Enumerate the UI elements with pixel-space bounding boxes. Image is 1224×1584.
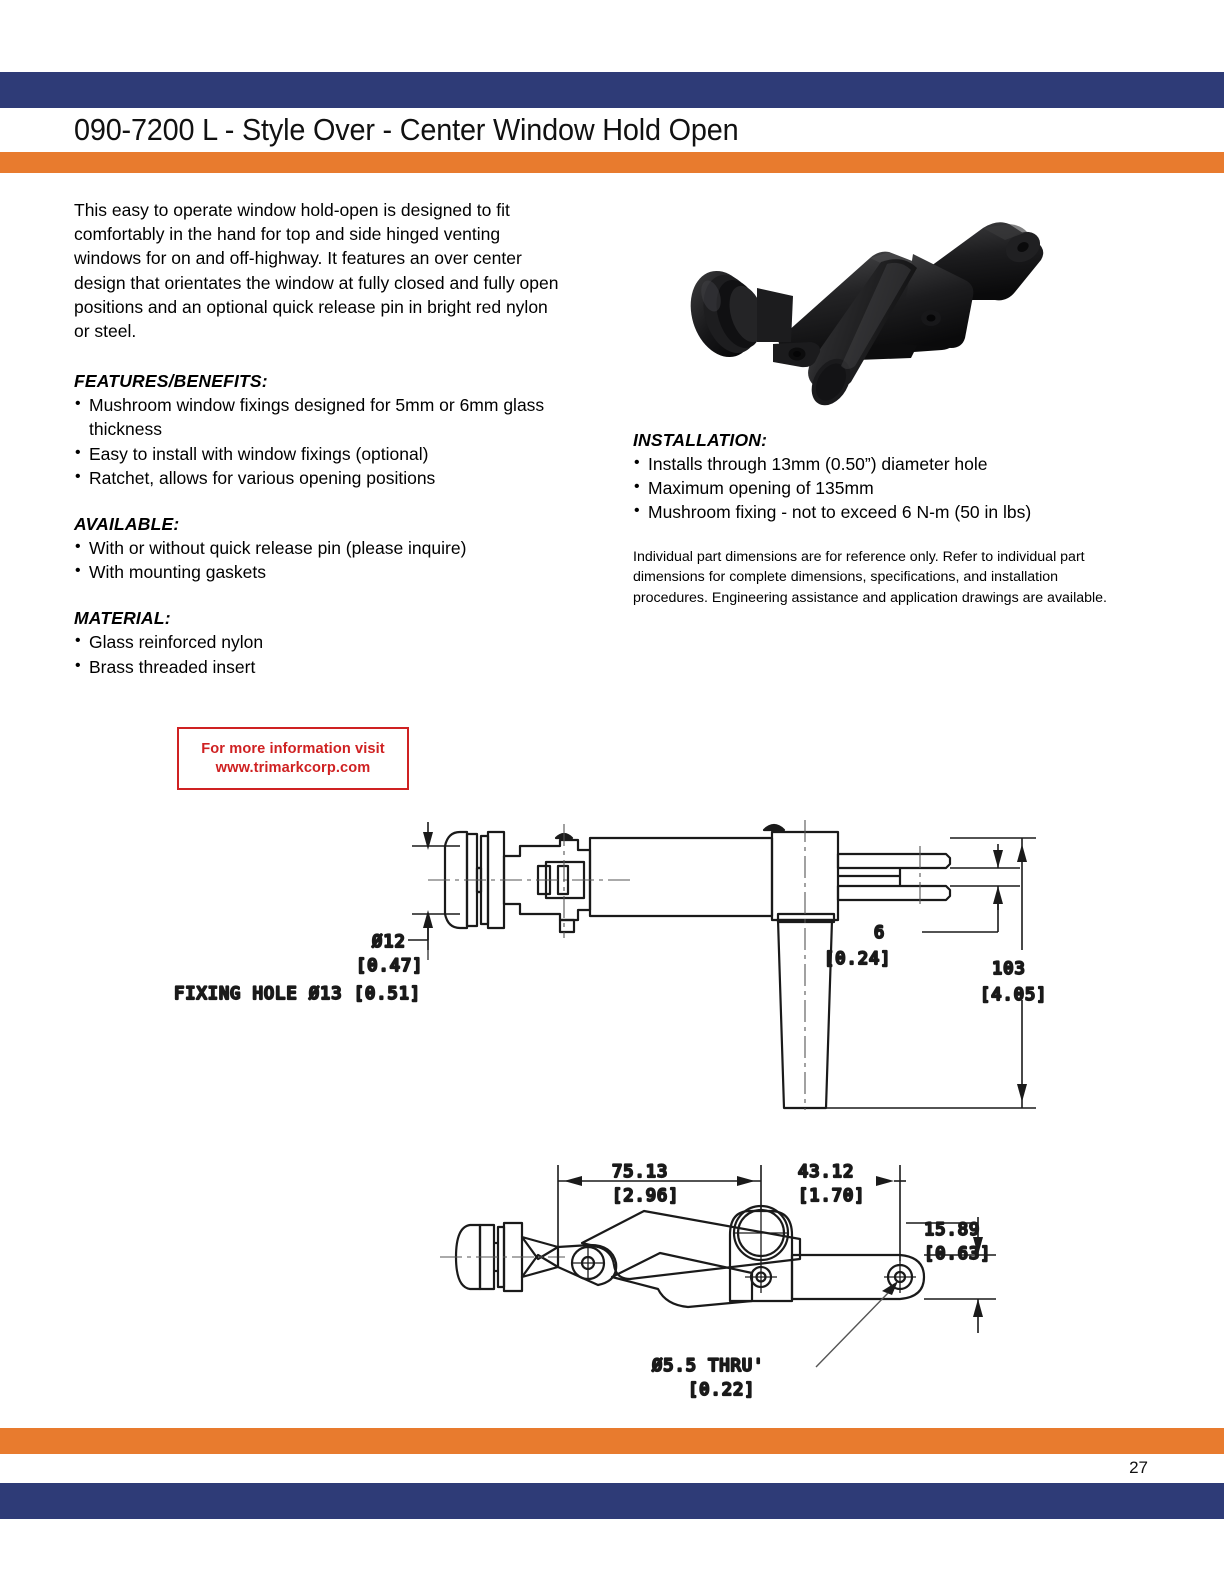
callout-hole-5-5 [816, 1293, 888, 1367]
list-item: • Installs through 13mm (0.50”) diameter hole [633, 452, 1133, 476]
features-list [74, 393, 559, 490]
list-item: • Mushroom window fixings designed for 5mm or 6mm glass thickness [74, 393, 559, 441]
more-information-box[interactable] [177, 727, 409, 790]
dimension-label-width-15-line1: 15.89 [924, 1220, 981, 1240]
technical-drawing-side-view [430, 1155, 1130, 1420]
intro-paragraph: This easy to operate window hold-open is designed to fit comfortably in the hand for top and side hinged venting windows for on and off-highway. It features an over center design that orientates the window at fully closed and fully open positions and an optional quick release pin in bright red nylon or steel. [74, 200, 559, 342]
info-box-line-2[interactable]: www.trimarkcorp.com [215, 760, 371, 776]
material-list [74, 630, 559, 678]
dimension-label-diameter-12-line2: [0.47] [356, 956, 424, 976]
dimension-label-length-43-line2: [1.70] [798, 1186, 866, 1206]
right-text-column [633, 430, 1133, 608]
header-orange-bar [0, 152, 1224, 173]
list-item: • Ratchet, allows for various opening positions [74, 466, 559, 490]
features-heading: FEATURES/BENEFITS: [74, 371, 268, 392]
page-number: 27 [1129, 1458, 1148, 1477]
list-item: • Mushroom fixing - not to exceed 6 N-m (50 in lbs) [633, 500, 1133, 524]
drawing-prongs [838, 854, 950, 900]
dimension-label-length-75-line1: 75.13 [612, 1162, 669, 1182]
drawing-main-barrel [590, 825, 838, 920]
footer-orange-bar [0, 1428, 1224, 1454]
dimension-label-height-103-line1: 103 [992, 959, 1026, 979]
list-item: • With mounting gaskets [74, 560, 559, 584]
header-navy-bar [0, 72, 1224, 108]
dimension-label-diameter-12-line1: Ø12 [372, 932, 406, 952]
dimension-label-hole-5-5-line1: Ø5.5 THRU' [652, 1356, 765, 1376]
dimension-thickness-6 [922, 844, 1020, 932]
dimension-label-hole-5-5-line2: [0.22] [688, 1380, 756, 1400]
list-item: • Maximum opening of 135mm [633, 476, 1133, 500]
dimension-label-length-75-line2: [2.96] [612, 1186, 680, 1206]
list-item: • With or without quick release pin (please inquire) [74, 536, 559, 560]
dimension-label-width-15-line2: [0.63] [924, 1244, 992, 1264]
list-item: • Glass reinforced nylon [74, 630, 559, 654]
list-item: • Easy to install with window fixings (optional) [74, 442, 559, 466]
page-title: 090-7200 L - Style Over - Center Window Hold Open [74, 112, 739, 147]
available-heading: AVAILABLE: [74, 514, 180, 535]
product-photo [665, 192, 1065, 414]
dimension-label-height-103-line2: [4.05] [980, 985, 1048, 1005]
technical-drawing-top-view [160, 810, 1050, 1160]
dimension-length-43 [876, 1165, 906, 1261]
installation-list [633, 452, 1133, 525]
dimension-label-fixing-hole: FIXING HOLE Ø13 [0.51] [174, 984, 422, 1004]
left-text-column [74, 198, 559, 679]
side-end-arm [792, 1255, 924, 1299]
side-central-boss [730, 1206, 792, 1301]
material-heading: MATERIAL: [74, 608, 171, 629]
installation-heading: INSTALLATION: [633, 430, 768, 450]
dimension-label-thickness-6-line2: [0.24] [824, 949, 892, 969]
info-box-line-1: For more information visit [201, 741, 385, 757]
footer-navy-bar [0, 1483, 1224, 1519]
disclaimer-text: Individual part dimensions are for reference only. Refer to individual part dimensions for complete dimensions, specifications, and installation procedures. Engineering assistance and application drawings are available. [633, 548, 1107, 606]
drawing-handle [778, 914, 834, 1108]
list-item: • Brass threaded insert [74, 655, 559, 679]
photo-lower-ear [773, 342, 820, 367]
drawing-ratchet-block [504, 834, 590, 932]
dimension-label-length-43-line1: 43.12 [798, 1162, 855, 1182]
dimension-label-thickness-6-line1: 6 [874, 923, 886, 943]
available-list [74, 536, 559, 584]
